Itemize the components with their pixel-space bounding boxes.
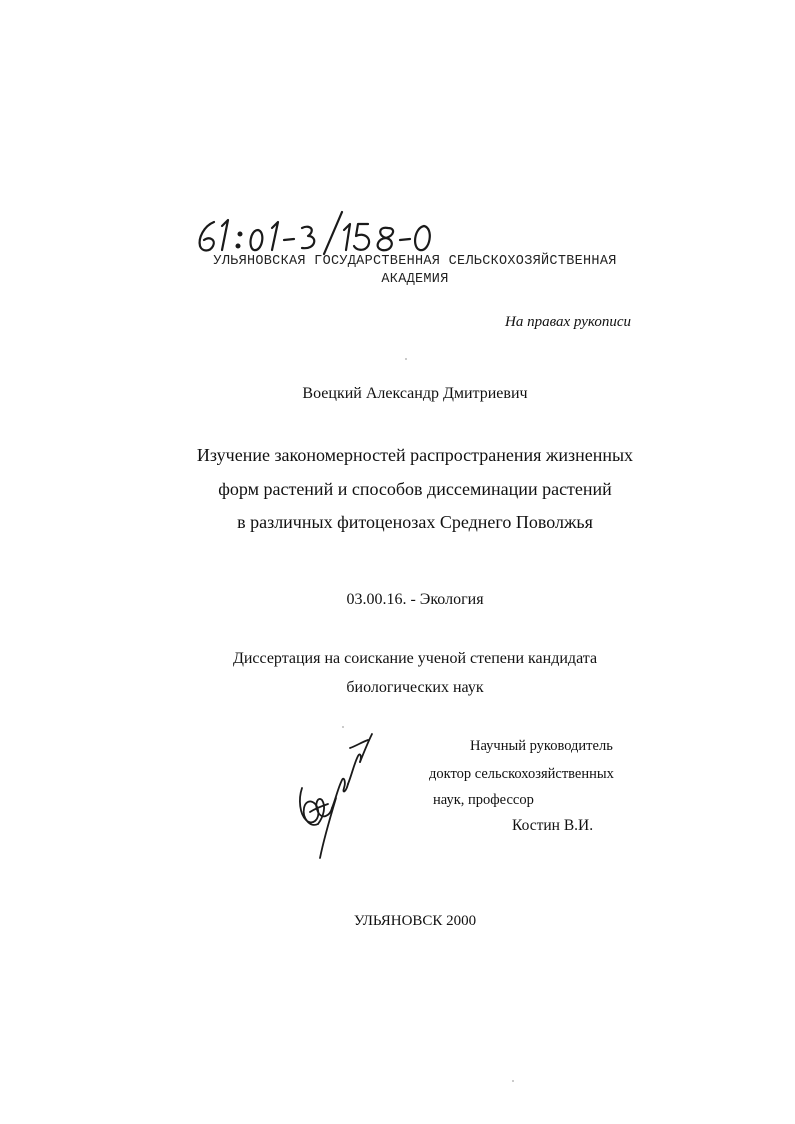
handwritten-signature <box>290 728 380 863</box>
scan-speck <box>342 726 344 728</box>
thesis-title-line-3: в различных фитоценозах Среднего Поволжья <box>237 512 593 532</box>
supervisor-name: Костин В.И. <box>512 817 594 834</box>
thesis-title-line-1: Изучение закономерностей распространения жизненных <box>196 445 634 465</box>
scan-speck <box>512 1080 514 1082</box>
thesis-description-line-2: биологических наук <box>346 679 484 696</box>
specialty-code: 03.00.16. - Экология <box>346 591 484 608</box>
supervisor-degree: доктор сельскохозяйственных <box>429 766 614 782</box>
institution-line-2: АКАДЕМИЯ <box>381 272 449 287</box>
handwritten-library-code <box>192 208 492 256</box>
institution-line-1: УЛЬЯНОВСКАЯ ГОСУДАРСТВЕННАЯ СЕЛЬСКОХОЗЯЙСТВЕННАЯ <box>213 254 617 269</box>
author-name: Воецкий Александр Дмитриевич <box>302 385 528 402</box>
supervisor-role: Научный руководитель <box>470 738 613 754</box>
supervisor-title: наук, профессор <box>433 792 534 808</box>
scan-speck <box>405 358 407 360</box>
city-year: УЛЬЯНОВСК 2000 <box>353 913 477 929</box>
thesis-description-line-1: Диссертация на соискание ученой степени кандидата <box>232 650 598 667</box>
manuscript-rights-note: На правах рукописи <box>505 314 631 330</box>
thesis-title-line-2: форм растений и способов диссеминации растений <box>218 479 612 499</box>
